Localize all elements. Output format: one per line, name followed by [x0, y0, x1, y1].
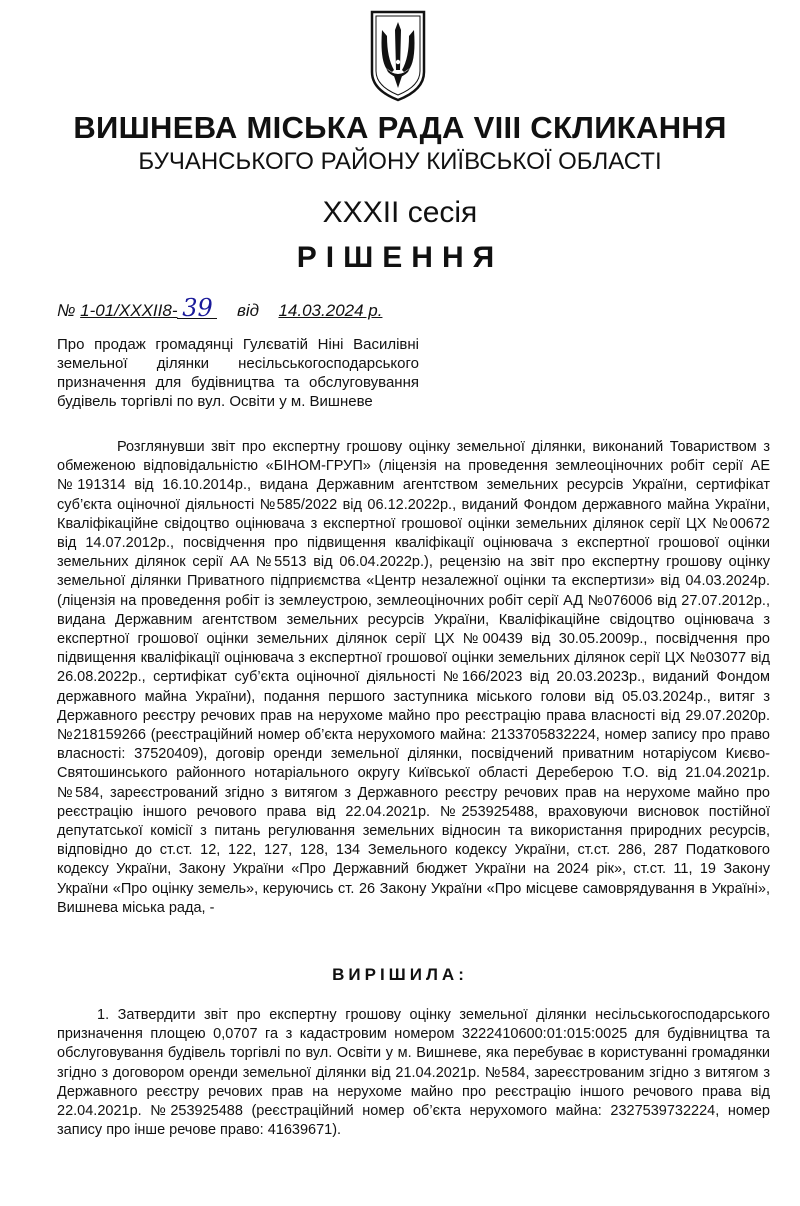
- resolution-item-text: 1. Затвердити звіт про експертну грошову оцінку земельної ділянки несільськогосподарського призначення площею 0,0707 га з кадастровим номером 3222410600:01:015:0025 для будівництва та обслуговування будівель торгівлі по вул. Освіти у м. Вишневе, яка перебуває в користуванні громадянки згідно з договором оренди земельної ділянки від 21.04.2021р. №584, зареєстрованим згідно з витягом з Державного реєстру речових прав на нерухоме майно про реєстрацію іншого речового права від 22.04.2021р. №253925488 (реєстраційний номер об’єкта нерухомого майна: 2327539732224, номер запису про інше речове право: 41639671).: [57, 1007, 770, 1139]
- preamble-text: Розглянувши звіт про експертну грошову оцінку земельної ділянки, виконаний Товариством з обмеженою відповідальністю «БІНОМ-ГРУП» (ліцензія на проведення землеоціночних робіт серії АЕ №191314 від 16.10.2014р., видана Державним агентством земельних ресурсів України, сертифікат суб’єкта оціночної діяльності №585/2022 від 06.12.2022р., виданий Фондом державного майна України, Кваліфікаційне свідоцтво оцінювача з експертної грошової оцінки земельних ділянок серії ЦХ №00672 від 14.07.2012р., посвідчення про підвищення кваліфікації оцінювача з експертної грошової оцінки земельних ділянок серії АА №5513 від 06.04.2022р.), рецензію на звіт про експертну грошову оцінку земельної ділянки Приватного підприємства «Центр незалежної оцінки та експертизи» від 04.03.2024р. (ліцензія на проведення робіт із землеустрою, землеоціночних робіт серії АД №076006 від 27.07.2012р., видана Державним агентством земельних ресурсів України, Кваліфікаційне свідоцтво оцінювача з експертної грошової оцінки земельних ділянок серії ЦХ №00439 від 30.05.2009р., посвідчення про підвищення кваліфікації оцінювача з експертної грошової оцінки земельних ділянок серії ЦХ №03077 від 26.08.2022р., сертифікат суб’єкта оціночної діяльності №166/2023 від 20.03.2023р., виданий Фондом державного майна України), подання першого заступника міського голови від 05.03.2024р., витяг з Державного реєстру речових прав на нерухоме майно про реєстрацію права власності від 29.07.2020р. №218159266 (реєстраційний номер об’єкта нерухомого майна: 2133705832224, номер запису про право власності: 37520409), договір оренди земельної ділянки, посвідчений приватним нотаріусом Києво-Святошинського районного нотаріального округу Київської області Дереберою Т.О. від 21.04.2021р. №584, зареєстрований згідно з витягом з Державного реєстру речових прав на нерухоме майно про реєстрацію іншого речового права від 22.04.2021р. №253925488, враховуючи висновок постійної депутатської комісії з питань регулювання земельних відносин та використання природних ресурсів, відповідно до ст.ст. 12, 122, 127, 128, 134 Земельного кодексу України, ст.ст. 286, 287 Податкового кодексу України, Закону України «Про Державний бюджет України на 2024 рік», ст.ст. 11, 19 Закону України «Про оцінку земель», керуючись ст. 26 Закону України «Про місцеве самоврядування в Україні», Вишнева міська рада, -: [57, 439, 770, 916]
- session-heading: XXXII сесія: [322, 196, 478, 229]
- number-label: №: [57, 301, 76, 320]
- decision-number-prefix: 1-01/XXXII8-: [80, 301, 178, 320]
- resolution-item: [57, 1006, 770, 1140]
- resolved-heading: ВИРІШИЛА:: [332, 965, 468, 984]
- handwritten-number: 39: [177, 298, 217, 319]
- date-label: від: [236, 301, 259, 320]
- decision-date: 14.03.2024 р.: [278, 301, 383, 320]
- coat-of-arms-trident-icon: [368, 10, 428, 102]
- preamble-paragraph: [57, 438, 770, 918]
- council-title: ВИШНЕВА МІСЬКА РАДА VIII СКЛИКАННЯ: [73, 110, 727, 145]
- decision-subject: Про продаж громадянці Гулєватій Ніні Василівні земельної ділянки несільськогосподарського призначення для будівництва та обслуговування будівель торгівлі по вул. Освіти у м. Вишневе: [57, 336, 419, 410]
- decision-number-line: [57, 294, 383, 322]
- document-type-heading: РІШЕННЯ: [296, 241, 504, 274]
- council-subtitle: БУЧАНСЬКОГО РАЙОНУ КИЇВСЬКОЇ ОБЛАСТІ: [138, 148, 662, 175]
